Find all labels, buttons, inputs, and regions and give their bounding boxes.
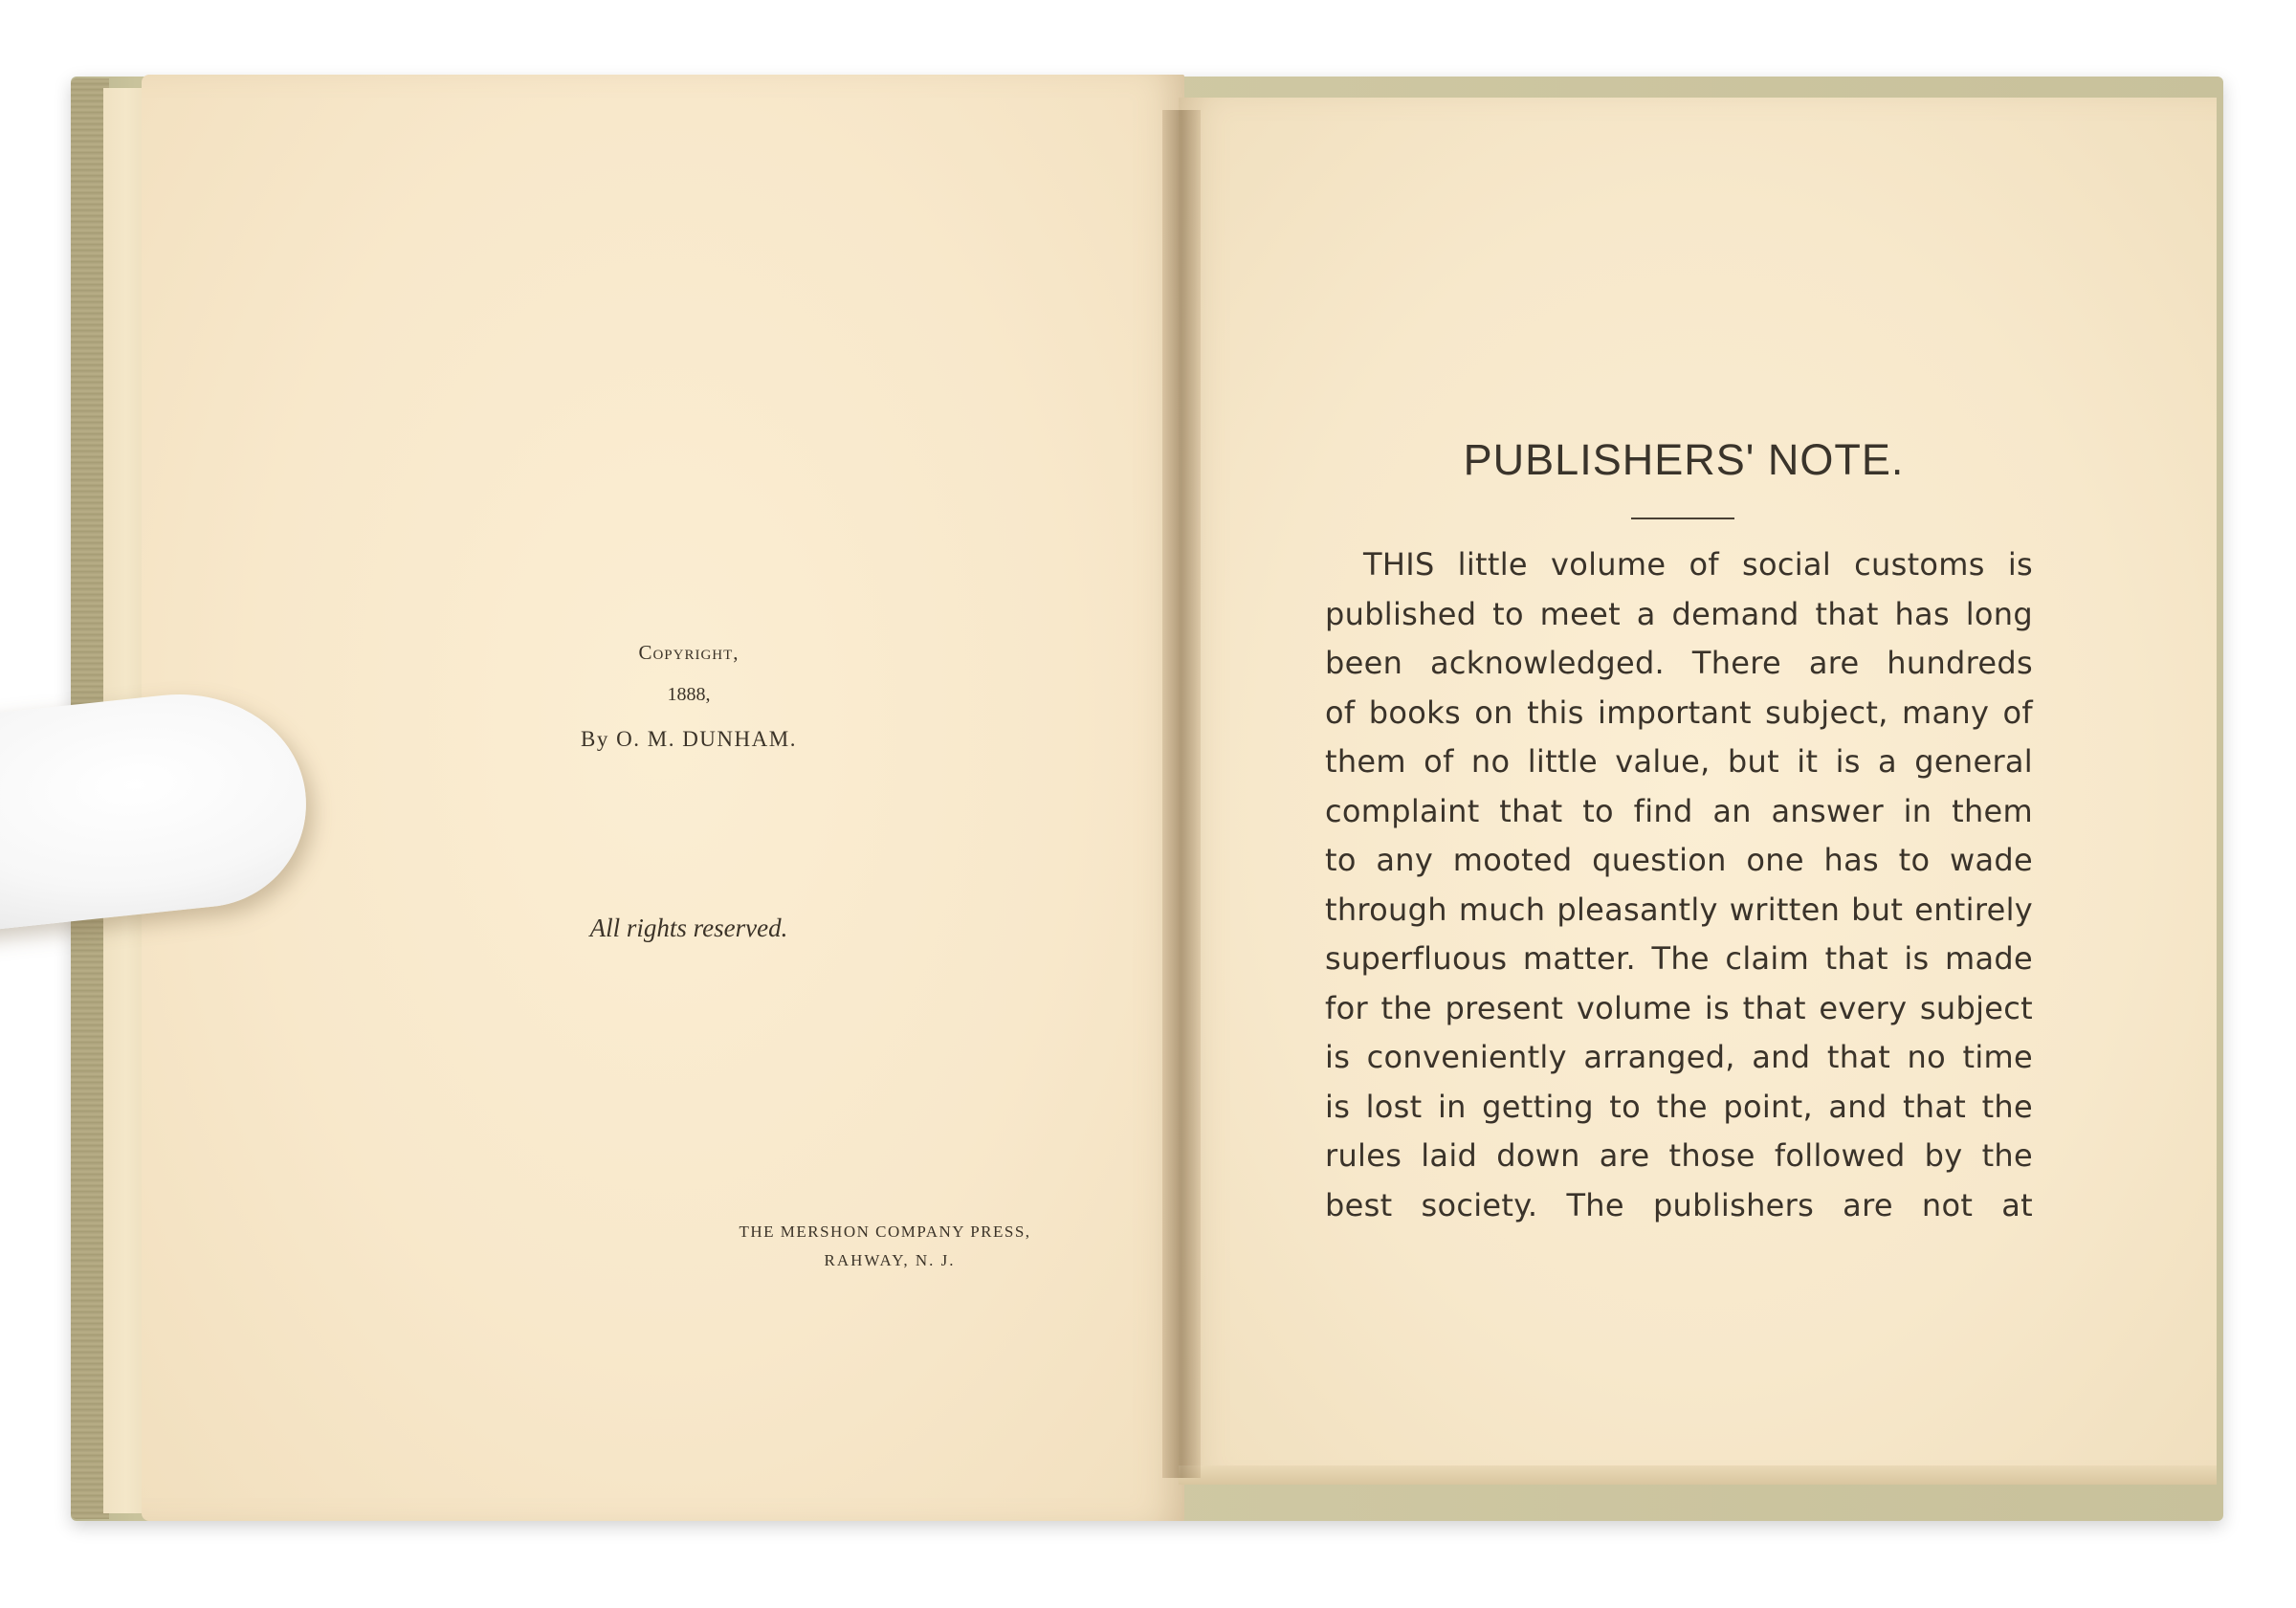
text-line: best society. The publishers are not at bbox=[1325, 1186, 2033, 1223]
printer-location: RAHWAY, N. J. bbox=[824, 1251, 956, 1269]
copyright-year: 1888, bbox=[667, 684, 711, 705]
text-line: rules laid down are those followed by the bbox=[1325, 1137, 2033, 1174]
rights-reserved: All rights reserved. bbox=[589, 914, 788, 942]
text-line: for the present volume is that every subject bbox=[1325, 989, 2033, 1026]
copyright-label: Copyright, bbox=[638, 641, 740, 664]
page-title: PUBLISHERS' NOTE. bbox=[1463, 435, 1905, 484]
text-line: is lost in getting to the point, and that the bbox=[1325, 1088, 2033, 1125]
copyright-author: By O. M. DUNHAM. bbox=[581, 727, 797, 751]
text-line: of books on this important subject, many of bbox=[1325, 694, 2033, 731]
book-gutter bbox=[1162, 110, 1201, 1478]
text-line: is conveniently arranged, and that no time bbox=[1325, 1039, 2033, 1075]
text-line: complaint that to find an answer in them bbox=[1325, 792, 2033, 829]
text-line: to any mooted question one has to wade bbox=[1325, 842, 2033, 878]
right-page-edge bbox=[1179, 1465, 2217, 1485]
text-line: them of no little value, but it is a general bbox=[1325, 743, 2033, 780]
text-line: superfluous matter. The claim that is made bbox=[1325, 940, 2033, 977]
text-line: published to meet a demand that has long bbox=[1325, 595, 2033, 632]
text-line: been acknowledged. There are hundreds bbox=[1325, 645, 2033, 681]
text-line: THIS little volume of social customs is bbox=[1363, 546, 2033, 583]
title-divider bbox=[1631, 518, 1734, 519]
text-line: through much pleasantly written but entirely bbox=[1325, 891, 2033, 928]
note-body bbox=[1325, 540, 2033, 1230]
printer-name: THE MERSHON COMPANY PRESS, bbox=[739, 1223, 1031, 1241]
